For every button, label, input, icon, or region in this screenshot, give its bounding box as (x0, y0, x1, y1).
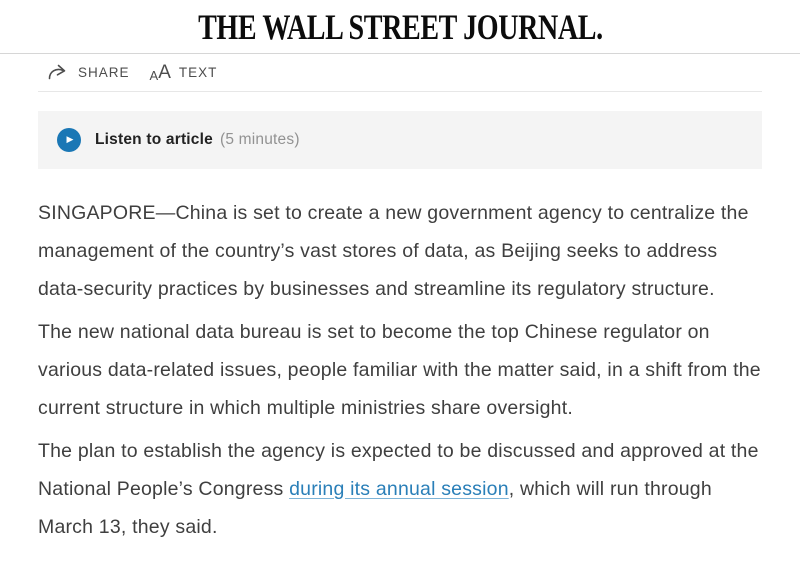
text-size-button-label: TEXT (178, 65, 218, 80)
article-body (38, 194, 762, 546)
listen-duration: (5 minutes) (219, 131, 300, 148)
share-button-label: SHARE (78, 65, 130, 80)
text-size-icon: A A (149, 62, 172, 83)
listen-to-article-bar[interactable] (38, 111, 762, 169)
share-icon (47, 64, 71, 82)
publication-title: THE WALL STREET JOURNAL. (197, 7, 603, 47)
article-paragraph: The new national data bureau is set to become the top Chinese regulator on various data-related issues, people familiar with the matter said, in a shift from the current structure in which multiple ministries share oversight. (38, 321, 761, 419)
masthead (0, 0, 800, 53)
play-button[interactable] (57, 128, 81, 152)
play-icon: ▶ (66, 134, 74, 145)
paragraph-text: The plan to establish the agency is expected to be discussed and approved at the National People’s Congress (38, 440, 759, 500)
toolbar-divider (38, 91, 762, 92)
share-button[interactable] (47, 64, 130, 82)
article-paragraph (38, 432, 762, 546)
paragraph-text: , which will run through March 13, they said. (38, 478, 712, 538)
text-size-button[interactable] (150, 63, 218, 82)
annual-session-link[interactable]: during its annual session (289, 478, 509, 500)
article-paragraph: SINGAPORE—China is set to create a new government agency to centralize the management of the country’s vast stores of data, as Beijing seeks to address data-security practices by businesses and streamline its regulatory structure. (38, 202, 749, 300)
listen-label: Listen to article (95, 131, 213, 148)
article-toolbar (38, 54, 762, 91)
